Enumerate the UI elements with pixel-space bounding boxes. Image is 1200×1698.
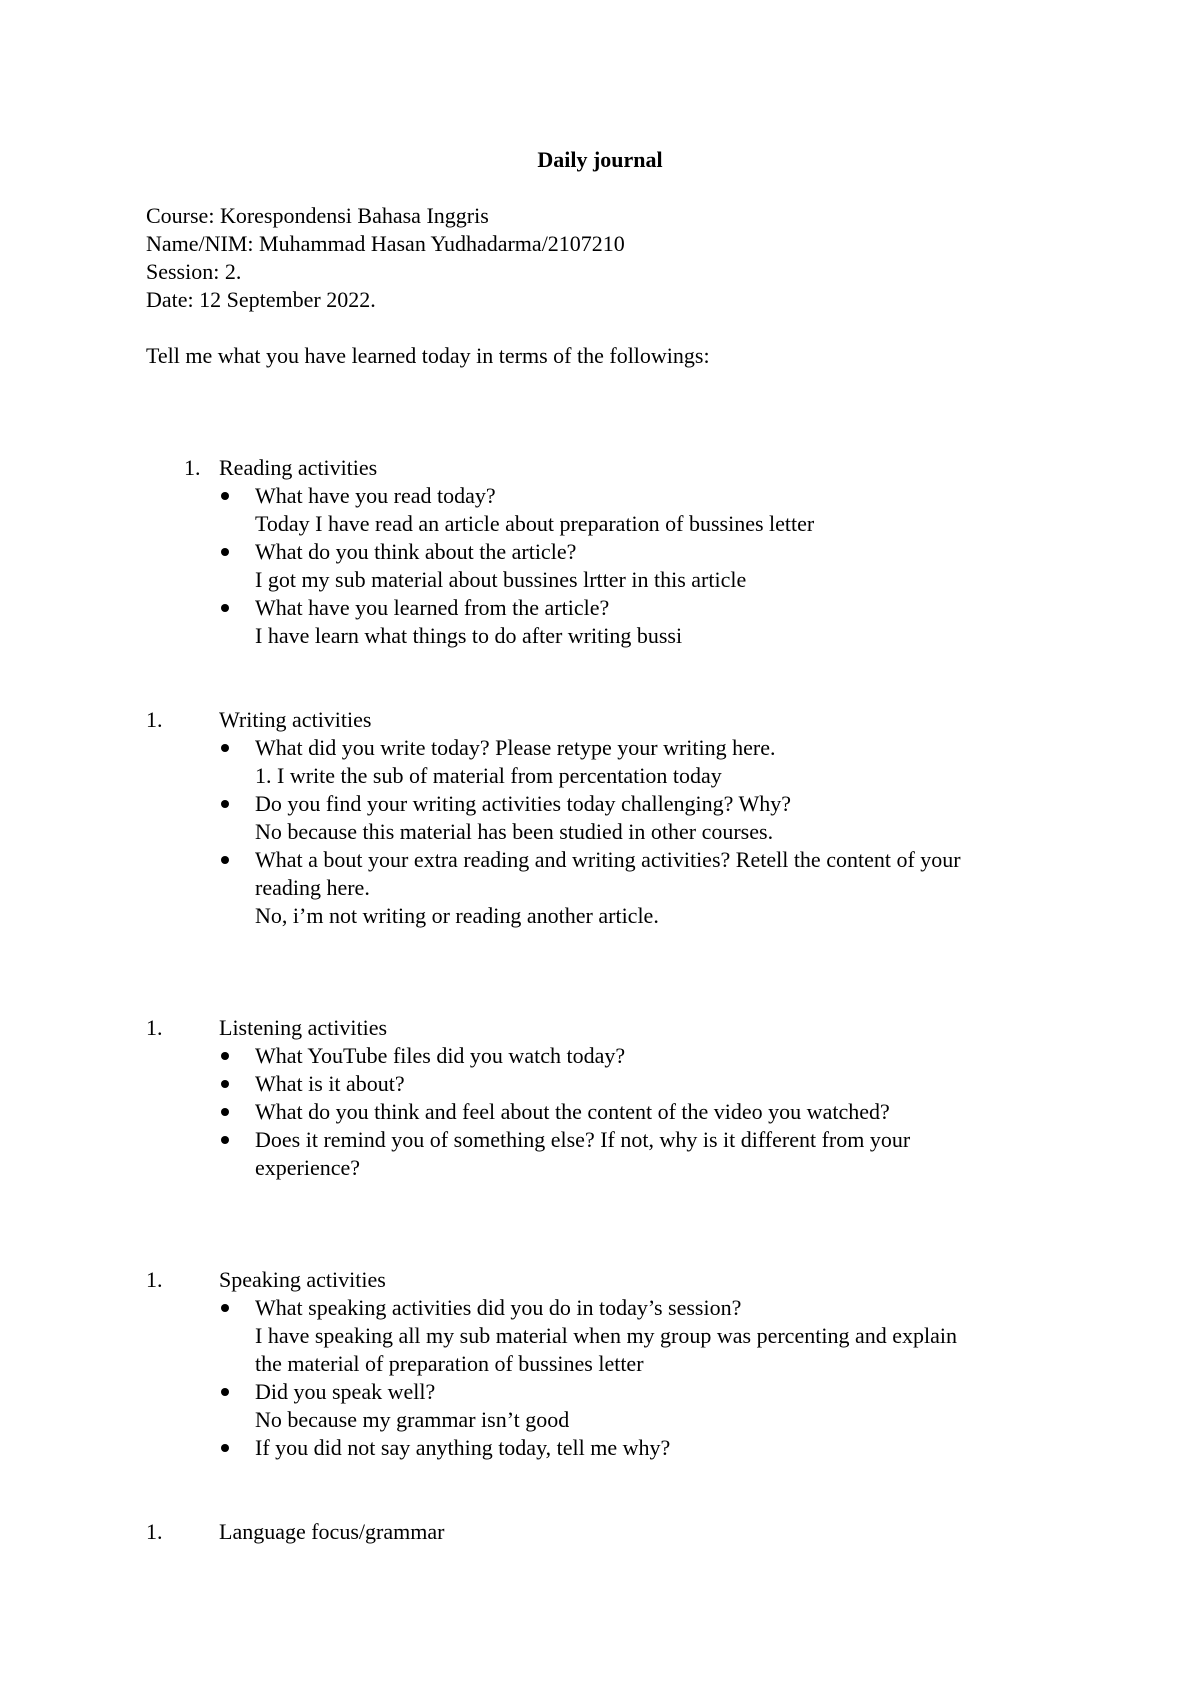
answer-continued: the material of preparation of bussines letter <box>255 1351 644 1376</box>
answer: I have speaking all my sub material when my group was percenting and explain <box>255 1323 957 1348</box>
name-line: Name/NIM: Muhammad Hasan Yudhadarma/2107210 <box>146 231 625 256</box>
question: What do you think about the article? <box>255 539 577 564</box>
section-heading-language-focus: Language focus/grammar <box>219 1519 445 1544</box>
bullet-icon <box>221 492 229 500</box>
answer: No because this material has been studied in other courses. <box>255 819 774 844</box>
session-line: Session: 2. <box>146 259 242 284</box>
question: What speaking activities did you do in today’s session? <box>255 1295 742 1320</box>
bullet-icon <box>221 1080 229 1088</box>
question: If you did not say anything today, tell me why? <box>255 1435 671 1460</box>
answer: No because my grammar isn’t good <box>255 1407 570 1432</box>
section-heading-listening: Listening activities <box>219 1015 388 1040</box>
section-number: 1. <box>146 707 163 732</box>
bullet-icon <box>221 800 229 808</box>
question: What have you learned from the article? <box>255 595 610 620</box>
intro-text: Tell me what you have learned today in terms of the followings: <box>146 343 710 368</box>
question: What did you write today? Please retype your writing here. <box>255 735 776 760</box>
question: Do you find your writing activities today challenging? Why? <box>255 791 792 816</box>
bullet-icon <box>221 856 229 864</box>
section-heading-speaking: Speaking activities <box>219 1267 386 1292</box>
bullet-icon <box>221 604 229 612</box>
date-line: Date: 12 September 2022. <box>146 287 376 312</box>
question: Did you speak well? <box>255 1379 436 1404</box>
section-heading-reading: Reading activities <box>219 455 378 480</box>
answer: Today I have read an article about preparation of bussines letter <box>255 511 815 536</box>
question-continued: experience? <box>255 1155 361 1180</box>
bullet-icon <box>221 1052 229 1060</box>
question: What do you think and feel about the content of the video you watched? <box>255 1099 890 1124</box>
answer: I got my sub material about bussines lrtter in this article <box>255 567 747 592</box>
section-number: 1. <box>146 1267 163 1292</box>
section-number: 1. <box>146 1519 163 1544</box>
bullet-icon <box>221 1304 229 1312</box>
bullet-icon <box>221 744 229 752</box>
question: What a bout your extra reading and writing activities? Retell the content of your <box>255 847 961 872</box>
answer: No, i’m not writing or reading another article. <box>255 903 659 928</box>
bullet-icon <box>221 1136 229 1144</box>
answer: 1. I write the sub of material from percentation today <box>255 763 722 788</box>
bullet-icon <box>221 548 229 556</box>
question-continued: reading here. <box>255 875 370 900</box>
course-line: Course: Korespondensi Bahasa Inggris <box>146 203 489 228</box>
question: What have you read today? <box>255 483 496 508</box>
question: Does it remind you of something else? If not, why is it different from your <box>255 1127 911 1152</box>
page-title: Daily journal <box>537 147 663 172</box>
section-number: 1. <box>146 1015 163 1040</box>
section-number: 1. <box>184 455 201 480</box>
bullet-icon <box>221 1444 229 1452</box>
question: What YouTube files did you watch today? <box>255 1043 626 1068</box>
answer: I have learn what things to do after writing bussi <box>255 623 683 648</box>
bullet-icon <box>221 1108 229 1116</box>
section-heading-writing: Writing activities <box>219 707 372 732</box>
bullet-icon <box>221 1388 229 1396</box>
question: What is it about? <box>255 1071 405 1096</box>
